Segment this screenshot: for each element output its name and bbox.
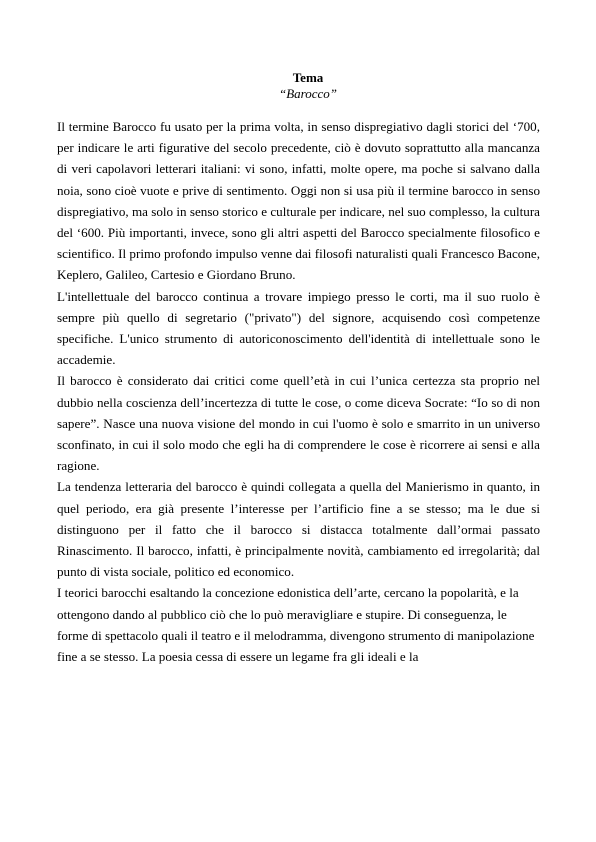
title-block [0,70,596,102]
document-body [57,116,540,667]
paragraph: La tendenza letteraria del barocco è quindi collegata a quella del Manierismo in quanto, in quel periodo, era già presente l’interesse per l’artificio fine a se stesso; ma le due si distinguono per il fatto che il barocco si distacca totalmente dall’ormai passato Rinascimento. Il barocco, infatti, è principalmente novità, cambiamento ed irregolarità; dal punto di vista sociale, politico ed economico. [57,479,540,580]
paragraph: Il termine Barocco fu usato per la prima volta, in senso dispregiativo dagli storici del ‘700, per indicare le arti figurative del secolo precedente, ciò è dovuto soprattutto alla mancanza di veri capolavori letterari italiani: vi sono, infatti, molte opere, ma poche si salvano dalla noia, sono cioè vuote e prive di sentimento. Oggi non si usa più il termine barocco in senso dispregiativo, ma solo in senso storico e culturale per indicare, nel suo complesso, la cultura del ‘600. Più importanti, invece, sono gli altri aspetti del Barocco specialmente filosofico e scientifico. Il primo profondo impulso venne dai filosofi naturalisti quali Francesco Bacone, Keplero, Galileo, Cartesio e Giordano Bruno. [57,119,540,283]
paragraph: I teorici barocchi esaltando la concezione edonistica dell’arte, cercano la popolarità, e la ottengono dando al pubblico ciò che lo può meravigliare e stupire. Di conseguenza, le forme di spettacolo quali il teatro e il melodramma, divengono strumento di manipolazione fine a se stesso. La poesia cessa di essere un legame fra gli ideali e la [57,585,535,665]
paragraph: Il barocco è considerato dai critici come quell’età in cui l’unica certezza sta proprio nel dubbio nella coscienza dell’incertezza di tutte le cose, o come diceva Socrate: “Io so di non sapere”. Nasce una nuova visione del mondo in cui l'uomo è solo e smarrito in un universo sconfinato, in cui il solo modo che egli ha di comprendere le cose è ricorrere ai sensi e alla ragione. [57,373,540,474]
document-subtitle: “Barocco” [278,86,338,101]
paragraph: L'intellettuale del barocco continua a trovare impiego presso le corti, ma il suo ruolo è sempre più quello di segretario ("privato") del signore, acquisendo così competenze specifiche. L'unico strumento di autoriconoscimento dell'identità di intellettuale sono le accademie. [57,288,540,368]
document-title: Tema [292,70,324,85]
